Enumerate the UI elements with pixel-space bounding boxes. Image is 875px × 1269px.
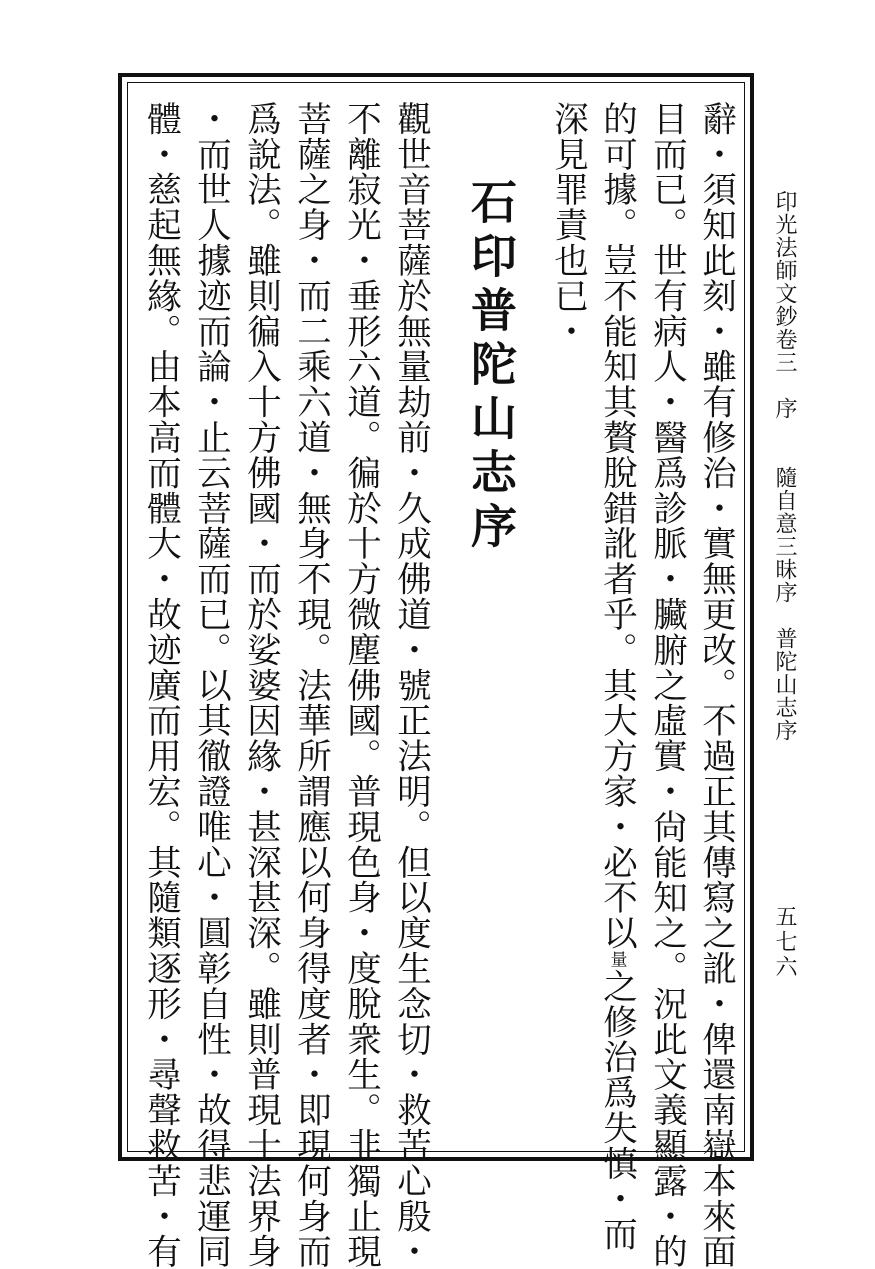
text-column-10: 體・慈起無緣。由本高而體大・故迹廣而用宏。其隨類逐形・尋聲救苦・有 — [140, 101, 181, 1269]
page-number: 五七六 — [772, 905, 797, 980]
text-column-1: 辭・須知此刻・雖有修治・實無更改。不過正其傳寫之訛・俾還南嶽本來面 — [695, 101, 736, 1269]
section-title: 石印普陀山志序 — [464, 178, 518, 556]
text-column-9: ・而世人據迹而論・止云菩薩而已。以其徹證唯心・圓彰自性・故得悲運同 — [190, 101, 231, 1269]
running-header: 印光法師文鈔卷三 序 隨自意三昧序 普陀山志序 — [772, 190, 797, 742]
text-column-5: 觀世音菩薩於無量劫前・久成佛道・號正法明。但以度生念切・救苦心殷・ — [390, 101, 431, 1269]
text-column-3-tail: 之修治爲失慎・而 — [596, 968, 637, 1252]
text-column-3-main: 的可據。豈不能知其贅脫錯訛者乎。其大方家・必不以 — [596, 101, 637, 951]
text-column-7: 菩薩之身・而二乘六道・無身不現。法華所謂應以何身得度者・即現何身而 — [290, 101, 331, 1269]
text-column-8: 爲說法。雖則徧入十方佛國・而於娑婆因緣・甚深甚深。雖則普現十法界身 — [240, 101, 281, 1269]
text-column-3 — [596, 101, 637, 1252]
text-column-2: 目而已。世有病人・醫爲診脈・臟腑之虛實・尙能知之。況此文義顯露・的 — [646, 101, 687, 1269]
text-column-6: 不離寂光・垂形六道。徧於十方微塵佛國。普現色身・度脫衆生。非獨止現 — [340, 101, 381, 1269]
text-column-3-small-char: 量 — [606, 950, 627, 969]
text-column-4: 深見罪責也已・ — [547, 101, 588, 349]
